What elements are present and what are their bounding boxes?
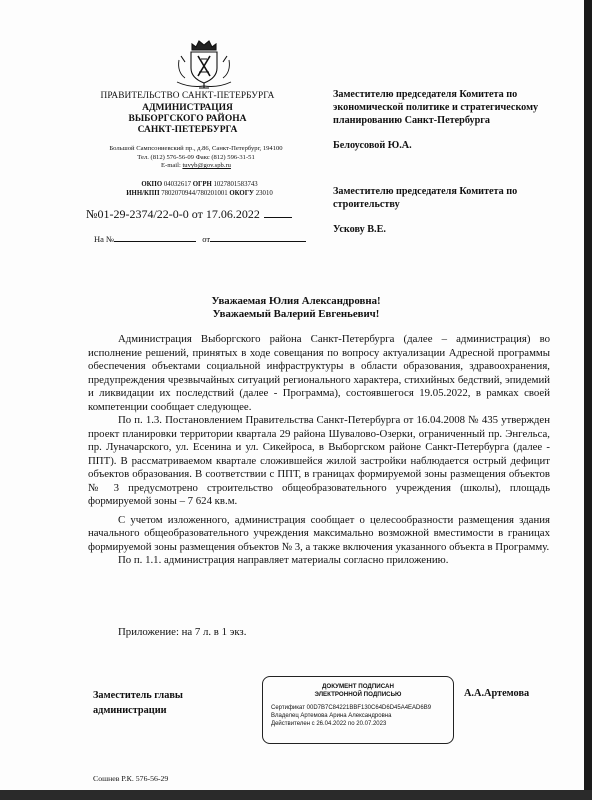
electronic-signature-stamp — [262, 676, 454, 744]
okogu-value: 23010 — [255, 190, 273, 197]
registration-codes — [102, 180, 297, 198]
administration-name — [80, 103, 295, 136]
government-name: ПРАВИТЕЛЬСТВО САНКТ-ПЕТЕРБУРГА — [100, 91, 275, 101]
signer-title-line-1: Заместитель главы — [93, 690, 183, 701]
ogrn-value: 1027801583743 — [213, 181, 258, 188]
stamp-validity: Действителен с 26.04.2022 по 20.07.2023 — [271, 721, 387, 727]
letter-body — [88, 333, 550, 568]
reg-number-text: №01-29-2374/22-0-0 от 17.06.2022 — [86, 207, 260, 221]
signer-title-line-2: администрации — [93, 705, 167, 716]
coat-of-arms-icon — [175, 38, 233, 90]
ogrn-label: ОГРН — [192, 181, 212, 188]
outgoing-number — [86, 207, 292, 222]
reference-number-line — [94, 232, 306, 244]
email-line — [96, 162, 296, 171]
paragraph-3: С учетом изложенного, администрация сообщает о целесообразности размещения здания начального общеобразовательного учреждения максимально возможной вместимости в границах формируемой зоны размещения объектов № 3, а также включения указанного объекта в Программу. — [88, 513, 550, 553]
email-link[interactable]: tuvyb@gov.spb.ru — [182, 162, 231, 170]
stamp-certificate: Сертификат 00D7B7C84221BBF130C64D6D45A4EAD6B9 — [271, 705, 432, 711]
okpo-value: 04032617 — [163, 181, 192, 188]
codes-line-1 — [102, 180, 297, 189]
salutation-line-1: Уважаемая Юлия Александровна! — [211, 295, 381, 307]
attachment-note: Приложение: на 7 л. в 1 экз. — [118, 626, 247, 638]
ot-blank — [210, 232, 306, 242]
recipient-1 — [333, 88, 563, 152]
address-line: Большой Сампсониевский пр., д.86, Санкт-Петербург, 194100 — [109, 145, 283, 152]
na-label: На № — [94, 234, 115, 244]
paragraph-2: По п. 1.3. Постановлением Правительства Санкт-Петербурга от 16.04.2008 № 435 утвержден проект планировки территории квартала 29 района Шувалово-Озерки, ограниченный пр. Энгельса, пр. Луначарского, ул. Есенина и ул. Сикейроса, в Выборгском районе Санкт-Петербурга (далее - ППТ). В рассматриваемом квартале сложившейся жилой застройки наблюдается острый дефицит объектов образования. В соответствии с ППТ, в границах формируемой зоны размещения объектов № 3 предусмотрено строительство общеобразовательного учреждения (школы), площадь формируемой зоны – 7 624 кв.м. — [88, 414, 550, 507]
stamp-owner: Владелец Артемова Арина Александровна — [271, 713, 392, 719]
innkpp-value: 7802070944/780201001 — [161, 190, 228, 197]
recipient-1-position: Заместителю председателя Комитета по экономической политике и стратегическому планированию Санкт-Петербурга — [333, 89, 539, 126]
recipient-2-name: Ускову В.Е. — [333, 224, 386, 235]
stamp-heading-line-2: ЭЛЕКТРОННОЙ ПОДПИСЬЮ — [314, 690, 402, 698]
ot-label: от — [202, 234, 211, 244]
recipient-2-position: Заместителю председателя Комитета по строительству — [333, 186, 518, 210]
okogu-label: ОКОГУ — [229, 190, 255, 197]
stamp-heading — [263, 683, 453, 698]
paragraph-1: Администрация Выборгского района Санкт-Петербурга (далее – администрация) во исполнение решений, принятых в ходе совещания по вопросу актуализации Адресной программы обеспечения объектами социальной инфраструктуры в области образования, здравоохранения, предупреждения чрезвычайных ситуаций регионального характера, стихийных бедствий, эпидемий и ликвидации их последствий (далее - Программа), состоявшегося 19.05.2022, в рамках своей компетенции сообщает следующее. — [88, 333, 550, 413]
stamp-details — [271, 704, 449, 728]
paragraph-4: По п. 1.1. администрация направляет материалы согласно приложению. — [118, 554, 449, 566]
codes-line-2 — [102, 189, 297, 198]
organization-header — [80, 91, 295, 136]
address-block — [96, 145, 296, 171]
email-label: E-mail: — [161, 162, 181, 170]
signer-name: А.А.Артемова — [464, 688, 530, 699]
salutation-line-2: Уважаемый Валерий Евгеньевич! — [212, 308, 380, 320]
executor-line: Сошнев Р.К. 576-56-29 — [93, 774, 169, 783]
okpo-label: ОКПО — [141, 181, 163, 188]
salutation — [0, 295, 592, 321]
blank-line — [264, 208, 292, 218]
signer-title — [93, 688, 183, 718]
admin-name-line-2: ВЫБОРГСКОГО РАЙОНА — [128, 114, 247, 124]
scan-edge-right — [584, 0, 592, 800]
admin-name-line-1: АДМИНИСТРАЦИЯ — [142, 103, 233, 113]
admin-name-line-3: САНКТ-ПЕТЕРБУРГА — [137, 125, 238, 135]
recipient-2 — [333, 185, 563, 236]
na-blank — [114, 232, 196, 242]
stamp-heading-line-1: ДОКУМЕНТ ПОДПИСАН — [322, 683, 394, 690]
innkpp-label: ИНН/КПП — [126, 190, 160, 197]
phone-fax-line: Тел. (812) 576-56-09 Факс (812) 596-31-51 — [137, 153, 255, 161]
recipient-1-name: Белоусовой Ю.А. — [333, 140, 412, 151]
scan-edge-bottom — [0, 790, 592, 800]
